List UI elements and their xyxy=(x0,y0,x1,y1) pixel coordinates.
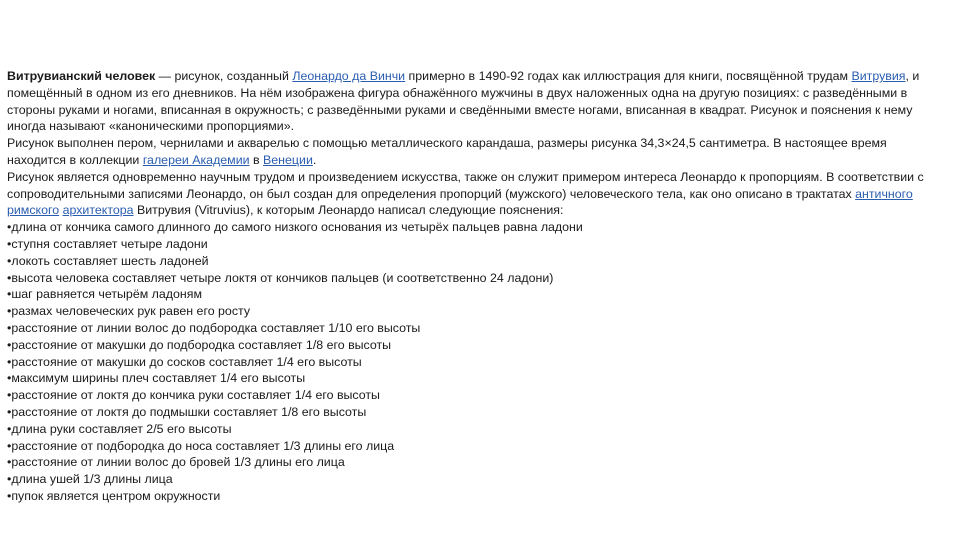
link-antique-roman[interactable]: античного римского xyxy=(7,186,913,218)
link-architect[interactable]: архитектора xyxy=(62,203,134,218)
intro-text-3: , и помещённый в одном из его дневников. На нём изображена фигура обнажённого мужчины в двух наложенных одна на другую позициях: с разведёнными в стороны руками и ногами, вписанная в окружность; с разведёнными руками и сведёнными вместе ногами, вписанная в квадрат. Рисунок и пояснения к нему иногда называют «каноническими пропорциями». xyxy=(7,69,920,134)
list-item: •длина от кончика самого длинного до самого низкого основания из четырёх пальцев равна ладони xyxy=(7,220,583,235)
list-item: •длина руки составляет 2/5 его высоты xyxy=(7,421,232,436)
list-item: •расстояние от линии волос до подбородка составляет 1/10 его высоты xyxy=(7,320,421,335)
list-item: •локоть составляет шесть ладоней xyxy=(7,253,209,268)
list-item: •расстояние от локтя до кончика руки составляет 1/4 его высоты xyxy=(7,388,380,403)
science-text-1: Рисунок является одновременно научным трудом и произведением искусства, также он служит примером интереса Леонардо к пропорциям. В соответствии с сопроводительными записями Леонардо, он был создан для определения пропорций (мужского) человеческого тела, как оно описано в трактатах xyxy=(7,169,924,201)
list-item: •максимум ширины плеч составляет 1/4 его высоты xyxy=(7,371,306,386)
proportions-list xyxy=(7,219,947,505)
intro-text-1: — рисунок, созданный xyxy=(155,69,293,83)
science-text-3: Витрувия (Vitruvius), к которым Леонардо написал следующие пояснения: xyxy=(133,203,564,218)
link-gallery[interactable]: галереи Академии xyxy=(142,152,250,167)
list-item: •ступня составляет четыре ладони xyxy=(7,236,208,251)
medium-text-2: в xyxy=(249,152,264,167)
link-vitruvius[interactable]: Витрувия xyxy=(851,69,906,83)
intro-text-2: примерно в 1490-92 годах как иллюстрация для книги, посвящённой трудам xyxy=(405,69,852,83)
medium-text-1: Рисунок выполнен пером, чернилами и акварелью с помощью металлического карандаша, размеры рисунка 34,3×24,5 сантиметра. В настоящее время находится в коллекции xyxy=(7,136,887,167)
article-title: Витрувианский человек xyxy=(7,69,156,83)
paragraph-medium xyxy=(7,135,947,169)
list-item: •высота человека составляет четыре локтя от кончиков пальцев (и соответственно 24 ладони) xyxy=(7,270,554,285)
list-item: •пупок является центром окружности xyxy=(7,488,221,503)
list-item: •размах человеческих рук равен его росту xyxy=(7,304,251,319)
list-item: •шаг равняется четырём ладоням xyxy=(7,287,202,302)
list-item: •расстояние от макушки до подбородка составляет 1/8 его высоты xyxy=(7,337,392,352)
list-item: •расстояние от линии волос до бровей 1/3 длины его лица xyxy=(7,455,345,470)
paragraph-intro xyxy=(7,68,947,135)
list-item: •расстояние от подбородка до носа составляет 1/3 длины его лица xyxy=(7,438,395,453)
link-venice[interactable]: Венеции xyxy=(263,152,313,167)
list-item: •длина ушей 1/3 длины лица xyxy=(7,472,173,487)
list-item: •расстояние от макушки до сосков составляет 1/4 его высоты xyxy=(7,354,362,369)
list-item: •расстояние от локтя до подмышки составляет 1/8 его высоты xyxy=(7,404,367,419)
article-body xyxy=(7,68,947,505)
medium-text-3: . xyxy=(312,152,317,167)
link-leonardo[interactable]: Леонардо да Винчи xyxy=(292,69,406,83)
paragraph-science xyxy=(7,169,947,219)
